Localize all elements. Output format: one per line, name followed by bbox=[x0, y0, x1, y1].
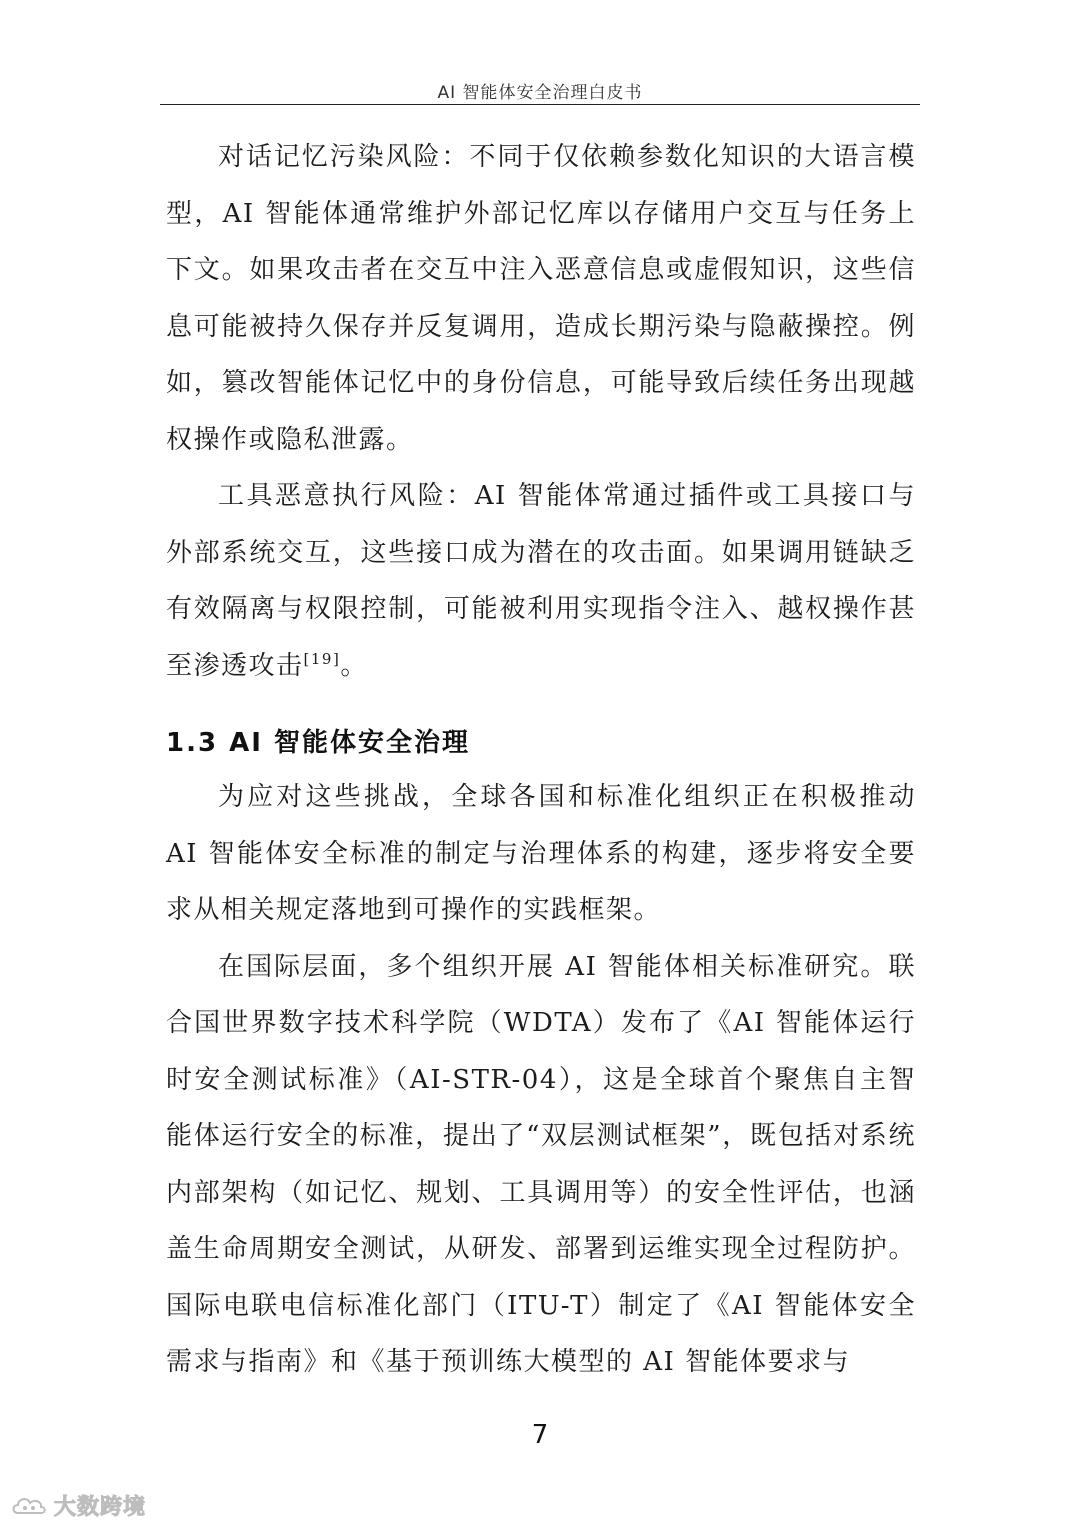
section-heading: 1.3 AI 智能体安全治理 bbox=[166, 728, 470, 758]
governance-paragraphs bbox=[166, 769, 916, 1391]
header-divider bbox=[160, 104, 920, 105]
cloud-logo-icon bbox=[10, 1493, 48, 1519]
governance-intro-paragraph: 为应对这些挑战，全球各国和标准化组织正在积极推动 AI 智能体安全标准的制定与治理体系的构建，逐步将安全要求从相关规定落地到可操作的实践框架。 bbox=[166, 782, 916, 925]
watermark bbox=[10, 1490, 146, 1521]
watermark-text: 大数跨境 bbox=[54, 1495, 147, 1520]
page-number: 7 bbox=[531, 1420, 549, 1450]
memory-pollution-paragraph: 对话记忆污染风险：不同于仅依赖参数化知识的大语言模型，AI 智能体通常维护外部记忆库以存储用户交互与任务上下文。如果攻击者在交互中注入恶意信息或虚假知识，这些信息可能被持久保存并反复调用，造成长期污染与隐蔽操控。例如，篡改智能体记忆中的身份信息，可能导致后续任务出现越权操作或隐私泄露。 bbox=[166, 142, 916, 455]
tool-execution-text: 工具恶意执行风险：AI 智能体常通过插件或工具接口与外部系统交互，这些接口成为潜在的攻击面。如果调用链缺乏有效隔离与权限控制，可能被利用实现指令注入、越权操作甚至渗透攻击 bbox=[166, 481, 916, 681]
citation-ref: [19] bbox=[303, 649, 341, 668]
international-standards-paragraph: 在国际层面，多个组织开展 AI 智能体相关标准研究。联合国世界数字技术科学院（WDTA）发布了《AI 智能体运行时安全测试标准》（AI-STR-04），这是全球首个聚焦自主智能体运行安全的标准，提出了“双层测试框架”，既包括对系统内部架构（如记忆、规划、工具调用等）的安全性评估，也涵盖生命周期安全测试，从研发、部署到运维实现全过程防护。国际电联电信标准化部门（ITU-T）制定了《AI 智能体安全需求与指南》和《基于预训练大模型的 AI 智能体要求与 bbox=[166, 951, 916, 1377]
tool-execution-end: 。 bbox=[340, 650, 368, 681]
running-header: AI 智能体安全治理白皮书 bbox=[437, 83, 643, 103]
risk-paragraphs bbox=[166, 129, 916, 694]
tool-execution-paragraph bbox=[166, 468, 916, 694]
